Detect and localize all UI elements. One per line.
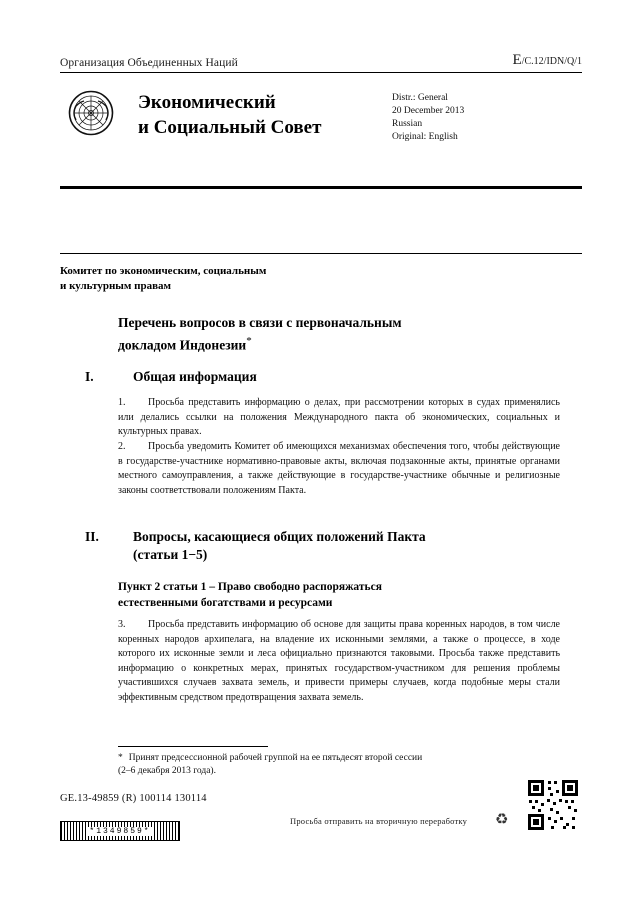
distribution-block <box>392 92 542 144</box>
footnote-marker: * <box>118 753 123 763</box>
distr-line-2: 20 December 2013 <box>392 106 465 116</box>
paragraph-1 <box>118 396 560 440</box>
document-symbol <box>513 52 582 69</box>
qr-code-icon <box>526 778 580 832</box>
masthead-title-line2: и Социальный Совет <box>138 117 322 138</box>
document-header <box>60 52 582 69</box>
title-footnote-marker: * <box>246 335 252 347</box>
page-title <box>118 313 560 355</box>
document-symbol-suffix: /C.12/IDN/Q/1 <box>521 56 582 67</box>
section-heading-1 <box>85 368 560 386</box>
subsection-heading-line2: естественными богатствами и ресурсами <box>118 597 333 609</box>
section-title-2-line1: Вопросы, касающиеся общих положений Пакта <box>133 529 426 544</box>
page-title-line2 <box>118 332 560 355</box>
paragraph-number-2: 2. <box>118 441 126 452</box>
committee-name-line2: и культурным правам <box>60 280 171 292</box>
paragraph-2 <box>118 440 560 498</box>
footnote <box>118 752 540 778</box>
footnote-line2: (2–6 декабря 2013 года). <box>118 766 216 776</box>
page-title-line1: Перечень вопросов в связи с первоначальным <box>118 315 402 330</box>
paragraph-text-1: Просьба представить информацию о делах, при рассмотрении которых в судах применялись или делались ссылки на положения Международного пакта об экономических, социальных и культурных правах. <box>118 397 560 437</box>
barcode <box>60 821 180 841</box>
section-number-2: II. <box>85 529 99 544</box>
paragraph-3 <box>118 618 560 705</box>
paragraph-number-3: 3. <box>118 619 126 630</box>
committee-name-line1: Комитет по экономическим, социальным <box>60 265 267 277</box>
distr-line-1: Distr.: General <box>392 93 448 103</box>
section-title-1: Общая информация <box>133 369 257 384</box>
recycle-note: Просьба отправить на вторичную переработку <box>290 816 468 826</box>
masthead-title-line1: Экономический <box>138 92 276 113</box>
document-sheet <box>40 28 600 836</box>
committee-name <box>60 264 420 294</box>
masthead-rule <box>60 186 582 189</box>
distr-line-4: Original: English <box>392 132 458 142</box>
section-number-1: I. <box>85 369 94 384</box>
recycle-icon: ♻ <box>495 812 509 828</box>
masthead <box>60 84 582 180</box>
organization-name: Организация Объединенных Наций <box>60 57 238 69</box>
paragraph-text-3: Просьба представить информацию об основе для защиты права коренных народов, в том числе коренных народов архипелага, на владение их исконными землями, а также о процессе, в ходе которого их исконные земли и леса официально признаются таковыми. Просьба также представить информацию о конкретных мерах, принятых государством-участником для решения проблемы участившихся случаев захвата земель, и привести примеры случаев, когда подобные меры стали эффективным средством предотвращения захвата земель. <box>118 619 560 703</box>
barcode-text: *1349859* <box>89 826 151 836</box>
section-heading-2 <box>85 528 560 564</box>
subsection-heading <box>118 579 560 611</box>
header-rule <box>60 72 582 73</box>
section-title-2-line2: (статьи 1−5) <box>133 547 208 562</box>
committee-rule <box>60 253 582 254</box>
footnote-rule <box>118 746 268 747</box>
document-symbol-prefix: E <box>512 52 522 68</box>
subsection-heading-line1: Пункт 2 статьи 1 – Право свободно распоряжаться <box>118 581 382 593</box>
paragraph-text-2: Просьба уведомить Комитет об имеющихся механизмах обеспечения того, чтобы действующие в государстве-участнике нормативно-правовые акты, включая подзаконные акты, принятые органами местного самоуправления, а также действующие в государстве-участнике обычные и религиозные законы соответствовали положениям Пакта. <box>118 441 560 496</box>
footnote-line1: Принят предсессионной рабочей группой на ее пятьдесят второй сессии <box>128 753 423 763</box>
page-title-line2-text: докладом Индонезии <box>118 337 247 353</box>
distr-line-3: Russian <box>392 119 423 129</box>
ge-code: GE.13-49859 (R) 100114 130114 <box>60 793 207 804</box>
paragraph-number-1: 1. <box>118 397 126 408</box>
un-emblem-icon <box>68 90 114 136</box>
